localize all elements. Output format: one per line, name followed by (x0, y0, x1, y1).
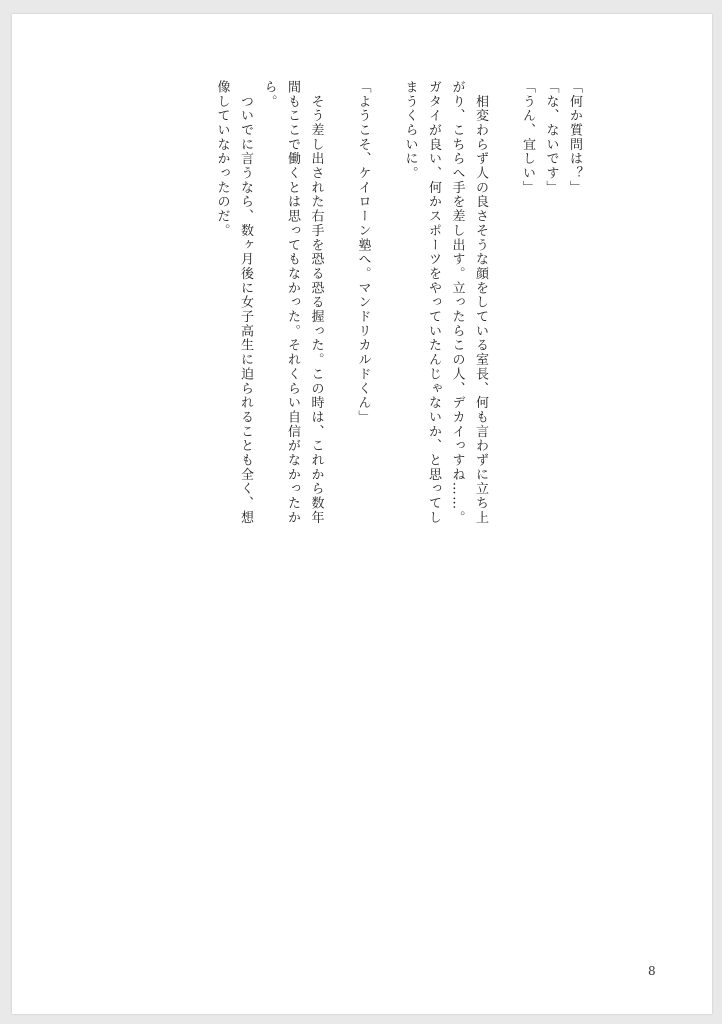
narration-line: 像していなかったのだ。 (214, 80, 230, 238)
narration-line: 間もここで働くとは思ってもなかった。それくらい自信がなかったか (285, 80, 300, 525)
narration-line: ついでに言うなら、数ヶ月後に女子高生に迫られることも全く、想 (238, 80, 253, 525)
narration-line: がり、こちらへ手を差し出す。立ったらこの人、デカイっすね……。 (449, 80, 465, 525)
narration-line: 相変わらず人の良さそうな顔をしている室長、何も言わずに立ち上 (473, 80, 488, 525)
narration-line: まうくらいに。 (402, 80, 418, 181)
narration-line: そう差し出された右手を恐る恐る握った。この時は、これから数年 (308, 80, 324, 525)
body-text (210, 80, 586, 530)
document-page (12, 14, 712, 1014)
blank-line (492, 80, 516, 530)
blank-line (328, 80, 352, 530)
blank-line (375, 80, 399, 530)
dialogue-line: 「ようこそ、ケイローン塾へ。マンドリカルドくん」 (355, 80, 371, 425)
dialogue-line: 「何か質問は？」 (567, 80, 582, 195)
dialogue-line: 「うん、宜しい」 (520, 80, 535, 195)
page-number: 8 (648, 964, 656, 978)
narration-line: ガタイが良い、何かスポーツをやっていたんじゃないか、と思ってし (426, 80, 441, 525)
narration-line: ら。 (261, 80, 277, 109)
dialogue-line: 「な、ないです」 (543, 80, 559, 195)
